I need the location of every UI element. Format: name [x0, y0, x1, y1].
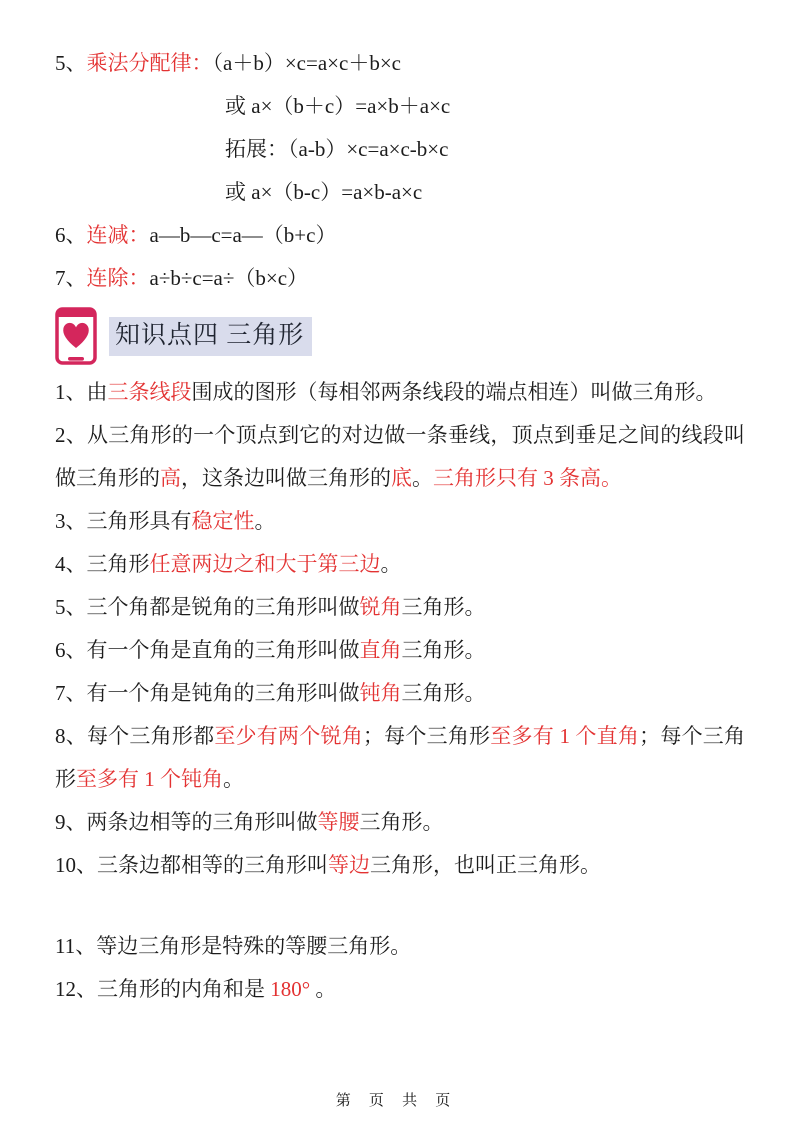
highlighted-term: 锐角	[359, 595, 402, 619]
text-segment: 三角形。	[401, 595, 486, 619]
text-segment: ，这条边叫做三角形的	[181, 466, 391, 490]
paragraph	[55, 715, 745, 801]
paragraph	[55, 586, 745, 629]
highlighted-term: 180°	[270, 977, 311, 1001]
paragraph	[55, 371, 745, 414]
highlighted-term: 连减：	[86, 223, 150, 247]
paragraph	[55, 543, 745, 586]
text-segment: 4、三角形	[55, 552, 150, 576]
text-segment: a÷b÷c=a÷（b×c）	[149, 266, 309, 290]
text-segment: 或 a×（b＋c）=a×b＋a×c	[225, 94, 451, 118]
highlighted-term: 任意两边之和大于第三边	[149, 552, 381, 576]
text-segment: 或 a×（b-c）=a×b-a×c	[225, 180, 423, 204]
formula-line	[55, 85, 745, 128]
text-segment: a—b—c=a—（b+c）	[149, 223, 337, 247]
highlighted-term: 稳定性	[191, 509, 255, 533]
text-segment: 2、从三角形的一个顶点到它的对边做一条垂线，顶点到垂足之间的线段叫做三角形的	[55, 423, 745, 490]
text-segment: 5、三个角都是锐角的三角形叫做	[55, 595, 360, 619]
text-segment: 9、两条边相等的三角形叫做	[55, 810, 318, 834]
paragraph	[55, 968, 745, 1011]
formula-line	[55, 257, 745, 300]
highlighted-term: 钝角	[359, 681, 402, 705]
text-segment: 。	[254, 509, 276, 533]
text-segment: 5、	[55, 51, 87, 75]
text-segment: 。	[380, 552, 402, 576]
text-segment: 。	[310, 977, 337, 1001]
highlighted-term: 三条线段	[107, 380, 192, 404]
phone-heart-icon	[55, 307, 97, 365]
text-segment: 10、三条边都相等的三角形叫	[55, 853, 328, 877]
highlighted-term: 直角	[359, 638, 402, 662]
text-segment: 。	[223, 767, 244, 791]
formula-list	[55, 42, 745, 300]
paragraph	[55, 414, 745, 500]
highlighted-term: 乘法分配律：	[86, 51, 213, 75]
text-segment: 6、	[55, 223, 87, 247]
formula-line	[55, 214, 745, 257]
text-segment: 6、有一个角是直角的三角形叫做	[55, 638, 360, 662]
highlighted-term: 等边	[328, 853, 370, 877]
text-segment: 三角形，也叫正三角形。	[370, 853, 601, 877]
text-segment: ；每个三角形	[55, 724, 746, 791]
text-segment: 7、有一个角是钝角的三角形叫做	[55, 681, 360, 705]
text-segment: ；每个三角形	[362, 724, 491, 748]
heading-row	[55, 305, 745, 367]
formula-line	[55, 128, 745, 171]
text-segment: 拓展：（a-b）×c=a×c-b×c	[225, 137, 449, 161]
highlighted-term: 底	[391, 466, 412, 490]
text-segment: 三角形。	[359, 810, 444, 834]
formula-line	[55, 42, 745, 85]
paragraph	[55, 672, 745, 715]
section-heading: 知识点四 三角形	[109, 317, 312, 356]
highlighted-term: 至多有 1 个钝角	[76, 767, 223, 791]
paragraph	[55, 925, 745, 968]
paragraph	[55, 844, 745, 887]
formula-line	[55, 171, 745, 214]
text-segment: 3、三角形具有	[55, 509, 192, 533]
highlighted-term: 等腰	[317, 810, 360, 834]
highlighted-term: 高	[160, 466, 181, 490]
highlighted-term: 至少有两个锐角	[214, 724, 363, 748]
paragraph	[55, 500, 745, 543]
page-footer: 第 页 共 页	[335, 1092, 458, 1109]
paragraph	[55, 629, 745, 672]
highlighted-term: 连除：	[86, 266, 150, 290]
text-segment: 三角形。	[401, 681, 486, 705]
text-segment: 7、	[55, 266, 87, 290]
paragraph-list	[55, 371, 745, 1011]
text-segment: 12、三角形的内角和是	[55, 977, 271, 1001]
paragraph	[55, 801, 745, 844]
text-segment: （a＋b）×c=a×c＋b×c	[212, 51, 401, 75]
text-segment: 围成的图形（每相邻两条线段的端点相连）叫做三角形。	[191, 380, 717, 404]
highlighted-term: 至多有 1 个直角	[490, 724, 640, 748]
text-segment: 8、每个三角形都	[55, 724, 215, 748]
text-segment: 三角形。	[401, 638, 486, 662]
text-segment: 1、由	[55, 380, 108, 404]
text-segment: 。	[412, 466, 433, 490]
text-segment: 11、等边三角形是特殊的等腰三角形。	[55, 934, 412, 958]
highlighted-term: 三角形只有 3 条高。	[433, 466, 622, 490]
